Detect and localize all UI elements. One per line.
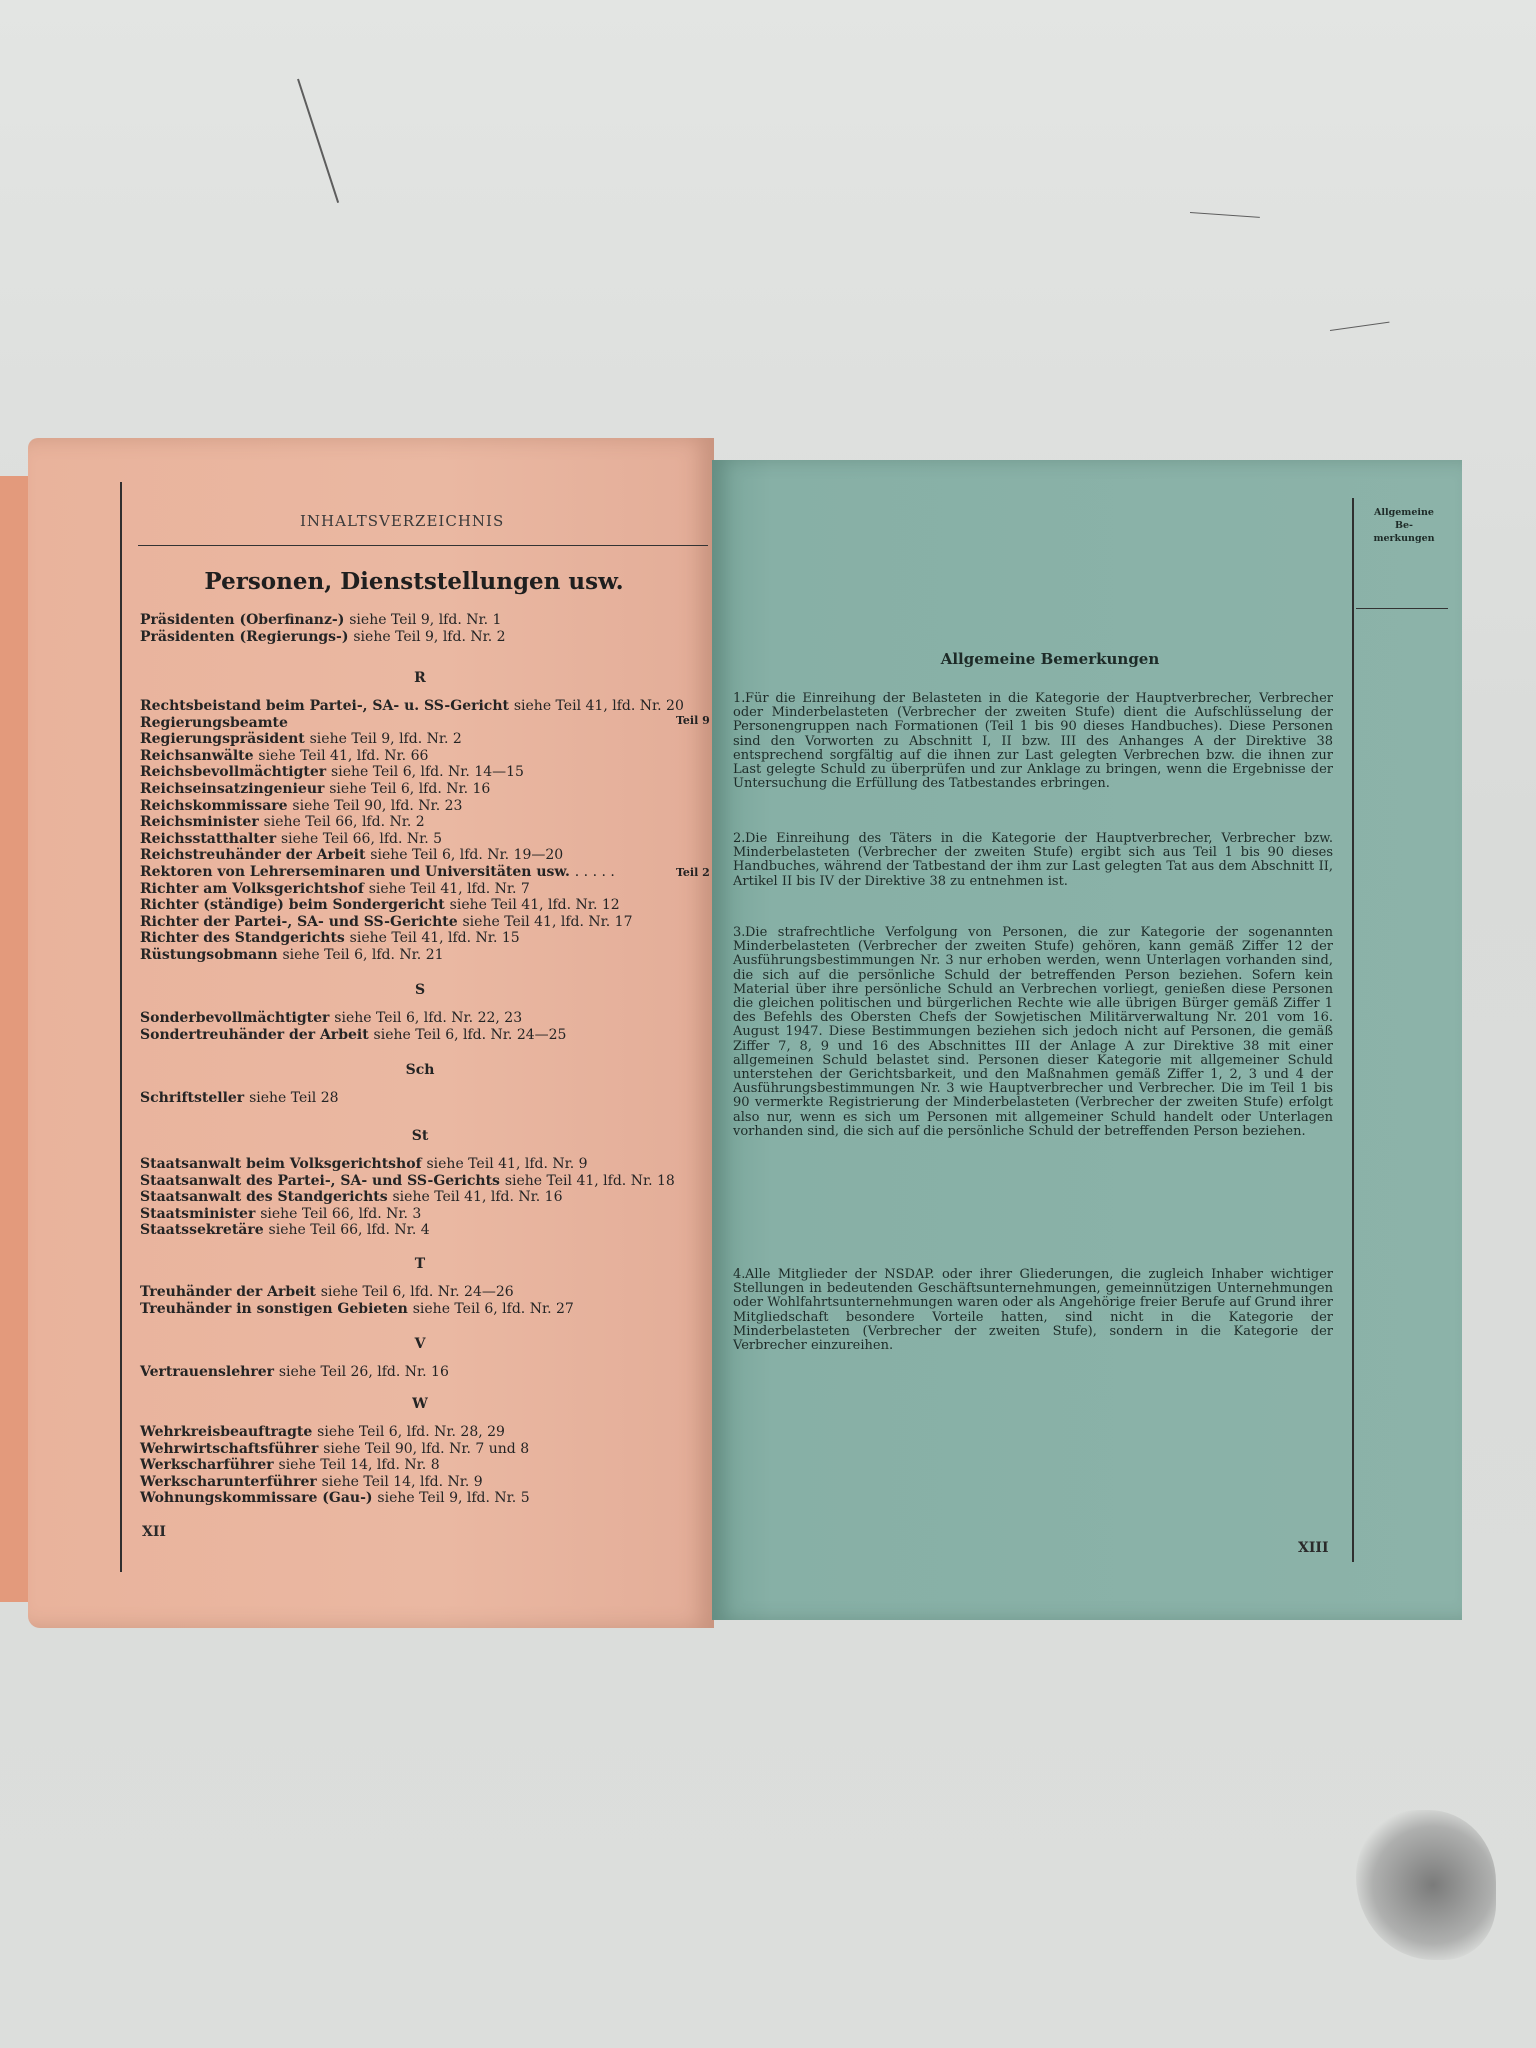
entry-reference: siehe Teil 6, lfd. Nr. 24—25	[373, 1026, 567, 1043]
index-entry	[140, 1490, 700, 1507]
entry-label: Wehrkreisbeauftragte	[140, 1424, 313, 1440]
section-letter: Sch	[405, 1062, 435, 1078]
paragraph-text: Für die Einreihung der Belasteten in die Kategorie der Hauptverbrecher, Verbrecher oder Minderbelasteten (Verbrecher der zweiten Stufe) dient die Aufschlüsselung der Personengruppen nach Formationen (Teil 1 bis 90 dieses Handbuches). Diese Personen sind den Vorworten zu Abschnitt I, II bzw. III des Anhanges A der Direktive 38 entsprechend sorgfältig auf die ihnen zur Last gelegten Verbrechen bzw. die ihnen zur Last gelegte Schuld zu überprüfen und zur Anklage zu bringen, wenn die Ergebnisse der Untersuchung die Erfüllung des Tatbestandes erbringen.	[733, 691, 1333, 792]
left-page-margin-rule	[120, 482, 122, 1572]
entry-reference: siehe Teil 66, lfd. Nr. 4	[268, 1222, 430, 1239]
index-entry	[140, 930, 700, 947]
entry-reference: siehe Teil 66, lfd. Nr. 3	[260, 1205, 422, 1222]
entry-reference: siehe Teil 90, lfd. Nr. 7 und 8	[323, 1440, 530, 1457]
entry-label: Richter des Standgerichts	[140, 930, 345, 947]
margin-ref: Teil 2	[676, 866, 710, 879]
running-head: INHALTSVERZEICHNIS	[300, 512, 505, 530]
section-letter: V	[414, 1336, 426, 1352]
page-number-left: XII	[142, 1524, 166, 1540]
entry-reference: siehe Teil 41, lfd. Nr. 9	[426, 1156, 588, 1172]
entry-reference: siehe Teil 6, lfd. Nr. 24—26	[320, 1284, 514, 1300]
right-page-margin-rule	[1352, 498, 1354, 1562]
index-entry	[140, 1284, 700, 1301]
paragraph-1	[733, 692, 1333, 791]
section-letter: T	[414, 1256, 426, 1272]
entry-label: Präsidenten (Oberfinanz-)	[140, 612, 345, 628]
entry-label: Vertrauenslehrer	[140, 1364, 274, 1380]
entry-reference: siehe Teil 28	[249, 1090, 339, 1106]
entry-label: Reichskommissare	[140, 797, 288, 814]
entry-label: Reichstreuhänder der Arbeit	[140, 847, 366, 864]
entry-label: Reichseinsatzingenieur	[140, 781, 325, 797]
index-entry	[140, 1027, 700, 1044]
margin-ref: Teil 9	[676, 714, 710, 727]
entry-label: Richter (ständige) beim Sondergericht	[140, 897, 445, 914]
entry-label: Sonderbevollmächtigter	[140, 1010, 330, 1026]
entry-reference: siehe Teil 41, lfd. Nr. 18	[504, 1172, 675, 1189]
side-tab-rule	[1356, 608, 1448, 609]
index-entry	[140, 1010, 700, 1027]
entry-reference: siehe Teil 9, lfd. Nr. 1	[349, 612, 502, 628]
entry-label: Rüstungsobmann	[140, 947, 278, 963]
paragraph-4	[733, 1268, 1333, 1353]
paragraph-3	[733, 926, 1333, 1139]
entry-label: Staatsanwalt des Standgerichts	[140, 1189, 388, 1206]
section-letter: St	[411, 1128, 429, 1144]
entry-label: Präsidenten (Regierungs-)	[140, 628, 349, 645]
background-scratch	[1330, 322, 1390, 331]
index-entry	[140, 1424, 700, 1441]
entry-label: Staatsminister	[140, 1205, 256, 1222]
entry-label: Reichsanwälte	[140, 747, 254, 764]
index-entry	[140, 748, 700, 765]
background-stain	[1356, 1810, 1496, 1960]
entry-reference: siehe Teil 26, lfd. Nr. 16	[278, 1364, 449, 1380]
entry-reference: siehe Teil 66, lfd. Nr. 2	[263, 814, 425, 831]
entry-reference: siehe Teil 14, lfd. Nr. 8	[278, 1457, 440, 1474]
entry-reference: siehe Teil 41, lfd. Nr. 16	[392, 1189, 563, 1206]
entry-reference: siehe Teil 9, lfd. Nr. 2	[309, 731, 462, 748]
index-entry	[140, 629, 700, 646]
background-scratch	[297, 79, 339, 203]
index-entry	[140, 1189, 700, 1206]
section-letter: W	[412, 1396, 428, 1412]
entry-reference: siehe Teil 41, lfd. Nr. 66	[258, 747, 429, 764]
entry-label: Reichsstatthalter	[140, 830, 277, 847]
section-letter: R	[414, 670, 426, 686]
entry-reference: siehe Teil 41, lfd. Nr. 15	[349, 930, 520, 947]
paragraph-text: Die strafrechtliche Verfolgung von Personen, die zur Kategorie der sogenannten Minderbelasteten (Verbrecher der zweiten Stufe) gehören, kann gemäß Ziffer 12 der Ausführungsbestimmungen Nr. 3 nur erhoben werden, wenn Unterlagen vorhanden sind, die sich auf die persönliche Schuld der betreffenden Person beziehen. Sofern kein Material über ihre persönliche Schuld an Verbrechen vorliegt, genießen diese Personen die gleichen politischen und bürgerlichen Rechte wie alle übrigen Bürger gemäß Ziffer 1 des Befehls des Obersten Chefs der Sowjetischen Militärverwaltung Nr. 201 vom 16. August 1947. Diese Bestimmungen beziehen sich jedoch nicht auf Personen, die gemäß Ziffer 7, 8, 9 und 16 des Abschnittes III der Anlage A zur Direktive 38 mit einer allgemeinen Schuld belastet sind. Personen dieser Kategorie mit allgemeiner Schuld unterstehen der Gerichtsbarkeit, und den Maßnahmen gemäß Ziffer 1, 2, 3 und 4 der Ausführungsbestimmungen Nr. 3 wie Hauptverbrecher und Verbrecher. Die im Teil 1 bis 90 vermerkte Registrierung der Minderbelasteten (Verbrecher der zweiten Stufe) erfolgt also nur, wenn es sich um Personen mit allgemeiner Schuld handelt oder Unterlagen vorhanden sind, die sich auf die persönliche Schuld der betreffenden Person beziehen.	[733, 925, 1333, 1139]
entry-label: Regierungspräsident	[140, 731, 305, 748]
index-entry	[140, 1156, 700, 1173]
page-number-right: XIII	[1298, 1540, 1329, 1556]
entry-label: Wehrwirtschaftsführer	[140, 1440, 319, 1457]
entry-label: Werkscharunterführer	[140, 1473, 317, 1490]
entry-label: Richter am Volksgerichtshof	[140, 880, 364, 897]
paragraph-number: 2.	[733, 831, 746, 846]
entry-reference: siehe Teil 41, lfd. Nr. 17	[462, 913, 633, 930]
entry-label: Richter der Partei-, SA- und SS-Gerichte	[140, 913, 458, 930]
entry-reference: siehe Teil 90, lfd. Nr. 23	[292, 797, 463, 814]
index-entry	[140, 612, 700, 629]
entry-label: Rechtsbeistand beim Partei-, SA- u. SS-Gericht	[140, 698, 509, 714]
entry-reference: siehe Teil 6, lfd. Nr. 28, 29	[317, 1424, 505, 1440]
entry-label: Treuhänder der Arbeit	[140, 1284, 316, 1300]
entry-label: Regierungsbeamte	[140, 714, 288, 731]
entry-reference: siehe Teil 14, lfd. Nr. 9	[321, 1473, 483, 1490]
entry-label: Rektoren von Lehrerseminaren und Universitäten usw.	[140, 864, 570, 880]
index-entry	[140, 897, 700, 914]
entry-reference: . . . . .	[574, 864, 615, 880]
index-entry	[140, 698, 700, 715]
entry-reference: siehe Teil 6, lfd. Nr. 16	[329, 781, 491, 797]
index-entry	[140, 731, 700, 748]
entry-label: Schriftsteller	[140, 1090, 245, 1106]
index-entry	[140, 881, 700, 898]
entry-reference: siehe Teil 6, lfd. Nr. 27	[412, 1300, 574, 1317]
entry-label: Treuhänder in sonstigen Gebieten	[140, 1300, 408, 1317]
entry-label: Reichsminister	[140, 814, 259, 831]
index-entry	[140, 1457, 700, 1474]
index-entry	[140, 1173, 700, 1190]
entry-reference: siehe Teil 41, lfd. Nr. 7	[368, 880, 530, 897]
paragraph-2	[733, 832, 1333, 889]
entry-reference: siehe Teil 6, lfd. Nr. 21	[282, 947, 444, 963]
index-entry	[140, 715, 700, 732]
index-entry	[140, 1441, 700, 1458]
entry-reference: siehe Teil 9, lfd. Nr. 5	[377, 1490, 530, 1507]
entry-label: Sondertreuhänder der Arbeit	[140, 1026, 369, 1043]
paragraph-text: Die Einreihung des Täters in die Kategorie der Hauptverbrecher, Verbrecher bzw. Minderbelasteten (Verbrecher der zweiten Stufe) ergibt sich aus Teil 1 bis 90 dieses Handbuches, während der Tatbestand der ihm zur Last gelegten Tat aus dem Abschnitt II, Artikel II bis IV der Direktive 38 zu entnehmen ist.	[733, 831, 1333, 889]
left-page-header-rule	[138, 545, 708, 546]
page-title: Personen, Dienststellungen usw.	[204, 568, 624, 595]
entry-reference: siehe Teil 6, lfd. Nr. 19—20	[370, 847, 564, 864]
index-entry	[140, 781, 700, 798]
index-entry	[140, 1206, 700, 1223]
section-title: Allgemeine Bemerkungen	[940, 650, 1160, 668]
index-entry	[140, 798, 700, 815]
index-entry	[140, 1474, 700, 1491]
index-entry	[140, 1301, 700, 1318]
index-entry	[140, 847, 700, 864]
section-letter: S	[414, 982, 426, 998]
entry-reference: siehe Teil 66, lfd. Nr. 5	[281, 830, 443, 847]
index-entry	[140, 814, 700, 831]
entry-label: Staatsanwalt beim Volksgerichtshof	[140, 1156, 422, 1172]
index-entry	[140, 1090, 700, 1107]
paragraph-text: Alle Mitglieder der NSDAP. oder ihrer Gliederungen, die zugleich Inhaber wichtiger Stellungen in bedeutenden Geschäftsunternehmungen, gemeinnützigen Unternehmungen oder Wohlfahrtsunternehmungen waren oder als Angehörige freier Berufe auf Grund ihrer Mitgliedschaft besondere Vorteile hatten, sind nicht in die Kategorie der Minderbelasteten (Verbrecher der zweiten Stufe), sondern in die Kategorie der Verbrecher einzureihen.	[733, 1267, 1333, 1354]
index-entry	[140, 947, 700, 964]
entry-label: Werkscharführer	[140, 1457, 274, 1474]
entry-label: Reichsbevollmächtigter	[140, 764, 327, 781]
entry-reference: siehe Teil 9, lfd. Nr. 2	[353, 628, 506, 645]
index-entry	[140, 764, 700, 781]
background-scratch	[1190, 212, 1260, 218]
index-entry	[140, 1364, 700, 1381]
index-entry	[140, 831, 700, 848]
side-tab-label: Allgemeine Be- merkungen	[1373, 507, 1435, 544]
paragraph-number: 3.	[733, 925, 746, 940]
entry-label: Wohnungskommissare (Gau-)	[140, 1490, 373, 1507]
entry-label: Staatssekretäre	[140, 1222, 264, 1239]
index-entry	[140, 1222, 700, 1239]
index-entry	[140, 864, 700, 881]
entry-reference: siehe Teil 6, lfd. Nr. 14—15	[331, 764, 524, 781]
paragraph-number: 1.	[733, 691, 746, 706]
entry-label: Staatsanwalt des Partei-, SA- und SS-Gerichts	[140, 1172, 500, 1189]
paragraph-number: 4.	[733, 1267, 746, 1282]
entry-reference: siehe Teil 41, lfd. Nr. 12	[449, 897, 620, 914]
entry-reference: siehe Teil 6, lfd. Nr. 22, 23	[334, 1010, 523, 1026]
index-entry	[140, 914, 700, 931]
entry-reference: siehe Teil 41, lfd. Nr. 20	[513, 698, 684, 714]
